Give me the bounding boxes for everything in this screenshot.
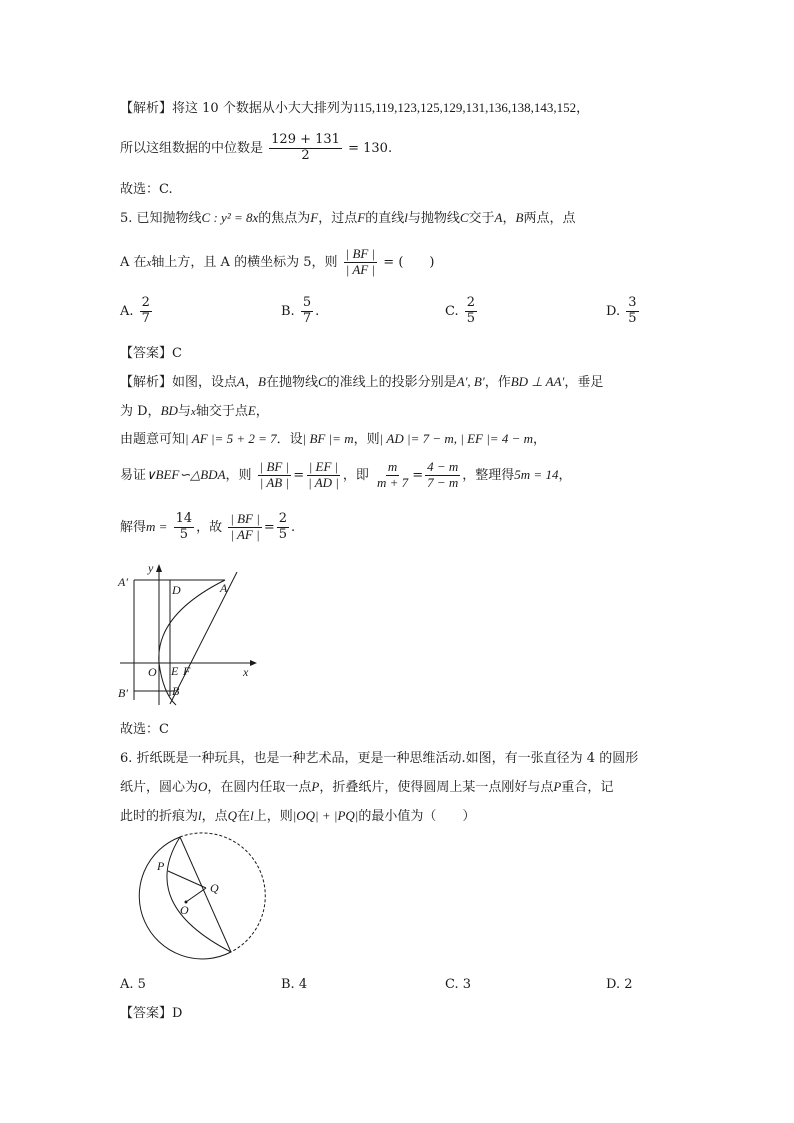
q6-answer: 【答案】D [120, 1006, 183, 1021]
expr-AF: | AF |= 5 + 2 = 7 [185, 431, 277, 446]
median-result: = 130 [348, 140, 388, 156]
expr: 5m = 14 [514, 466, 559, 482]
parabola-curve [159, 580, 225, 705]
var-l: l [198, 808, 202, 823]
txt: 的最小值为（ ） [358, 809, 476, 824]
txt: 易证 [120, 467, 147, 483]
txt: ，点 [201, 809, 228, 824]
q5-number: 5. 已知抛物线 [120, 211, 202, 226]
txt: 【解析】如图，设点 [120, 375, 238, 390]
distance-expr: |OQ| + |PQ| [292, 808, 359, 823]
var-A: A [494, 210, 503, 225]
x-axis-arrow-icon [250, 660, 257, 666]
label-D: D [172, 583, 181, 597]
frac-den: 7 [141, 310, 150, 326]
var-l: l [404, 210, 408, 225]
q5-sol-4 [120, 460, 571, 491]
var-C: C [317, 374, 327, 389]
option-label: A. [120, 303, 134, 319]
median-text: 所以这组数据的中位数是 [120, 140, 264, 156]
label-F: F [183, 664, 191, 678]
txt: A 在 [120, 254, 147, 270]
frac-num: 14 [175, 511, 193, 526]
txt: ， [502, 211, 516, 226]
txt: ，即 [342, 467, 369, 483]
circle-figure [116, 832, 266, 972]
txt: ，则 [353, 432, 380, 447]
expr-BF: | BF |= m [302, 431, 354, 446]
q6-option-b[interactable]: B. 4 [281, 977, 308, 992]
frac-den: | AF | [230, 526, 260, 542]
frac-den: | AF | [345, 261, 376, 277]
frac-den: m + 7 [377, 474, 409, 490]
q6-option-d[interactable]: D. 2 [606, 977, 633, 992]
segment-PQ [168, 871, 206, 888]
frac-num: 2 [141, 295, 150, 310]
label-O: O [148, 665, 157, 679]
txt: 为 D， [120, 404, 161, 419]
var-O: O [198, 779, 208, 794]
txt: 的焦点为 [258, 211, 311, 226]
label-B: B [172, 684, 180, 698]
label-y: y [148, 561, 154, 575]
txt: = [293, 467, 305, 483]
option-fraction [626, 296, 638, 327]
analysis-line-1 [120, 97, 589, 116]
analysis-tag: 【解析】 [120, 101, 173, 116]
option-fraction [301, 296, 313, 327]
txt: ，折叠纸片，使得圆周上某一点刚好与点 [319, 780, 554, 795]
option-suffix: . [315, 303, 320, 319]
perp-expr: BD ⊥ AA′ [510, 374, 565, 389]
frac-num: | EF | [308, 459, 339, 474]
frac-den: 5 [278, 526, 287, 542]
q6-stem-1: 6. 折纸既是一种玩具，也是一种艺术品，更是一种思维活动.如图，有一张直径为 4 的圆形 [120, 751, 639, 766]
txt: 轴上方，且 A 的横坐标为 5，则 [151, 254, 338, 270]
option-label: C. [445, 303, 459, 319]
txt: 在抛物线 [265, 375, 318, 390]
txt: ，整理得 [462, 467, 515, 483]
option-label: D. [606, 303, 621, 319]
var-P: P [553, 779, 562, 794]
var-A: A [237, 374, 245, 389]
option-a[interactable] [120, 296, 154, 327]
label-A: A [220, 581, 228, 595]
q5-conclusion: 故选：C [120, 722, 169, 737]
ratio-fraction [344, 247, 378, 278]
crease-line [180, 837, 231, 952]
q5-answer: 【答案】C [120, 346, 182, 361]
var-BD: BD [160, 403, 178, 418]
var-E: E [247, 403, 256, 418]
frac-num: | BF | [230, 511, 260, 526]
label-E: E [171, 664, 179, 678]
txt: 上，则 [253, 809, 293, 824]
q6-option-a[interactable]: A. 5 [120, 977, 146, 992]
q6-option-c[interactable]: C. 3 [445, 977, 472, 992]
txt: = [412, 467, 424, 483]
option-fraction [465, 296, 477, 327]
txt: ， [255, 404, 269, 419]
txt: ，作 [484, 375, 511, 390]
segment-OQ [186, 888, 206, 902]
choice-line: 故选：C. [120, 182, 173, 197]
data-sequence: 115,119,123,125,129,131,136,138,143,152 [352, 100, 577, 115]
label-P: P [157, 859, 165, 873]
frac-den: | AB | [259, 474, 290, 490]
q5-sol-3 [120, 428, 546, 447]
txt: ，垂足 [564, 375, 604, 390]
median-fraction [269, 133, 342, 164]
frac-den: | AD | [308, 474, 339, 490]
txt: ．设 [276, 432, 303, 447]
similar-expr: ∨BEF∽△BDA [146, 466, 226, 482]
option-fraction [140, 296, 152, 327]
fraction [375, 460, 410, 491]
expr-AD-EF: | AD |= 7 − m, | EF |= 4 − m [379, 431, 533, 446]
frac-den: 7 − m [427, 474, 459, 490]
txt: ， [244, 375, 258, 390]
var-l: l [250, 808, 254, 823]
fraction [277, 512, 289, 543]
median-line [120, 133, 392, 164]
txt: = [263, 519, 275, 535]
txt: ，则 [225, 467, 252, 483]
q5-sol-5 [120, 512, 295, 543]
parabola-figure [110, 560, 260, 710]
txt: 交于 [468, 211, 495, 226]
frac-den: 5 [466, 310, 476, 326]
txt: 两点，点 [523, 211, 576, 226]
var-F: F [310, 210, 319, 225]
frac-den: 5 [628, 310, 637, 326]
q5-stem-2 [120, 247, 434, 278]
txt: 轴交于点 [195, 404, 248, 419]
txt: 纸片，圆心为 [120, 780, 199, 795]
circle-arc-solid [139, 837, 231, 959]
option-c[interactable] [445, 296, 479, 327]
txt: 的准线上的投影分别是 [326, 375, 457, 390]
punct: ， [576, 101, 590, 116]
analysis-text: 将这 10 个数据从小大大排列为 [172, 101, 353, 116]
fraction [306, 460, 341, 491]
frac-num: 4 − m [427, 459, 459, 474]
txt: ， [558, 467, 572, 483]
frac-num: 5 [302, 295, 312, 310]
frac-num: m [387, 459, 398, 474]
q5-stem-1 [120, 207, 575, 226]
var-Q: Q [227, 808, 238, 823]
fraction [174, 512, 195, 543]
var-B: B [515, 210, 524, 225]
frac-num: | BF | [345, 246, 376, 261]
option-label: B. [281, 303, 295, 319]
frac-num: 2 [278, 511, 287, 526]
var-B: B [257, 374, 266, 389]
frac-num: | BF | [259, 459, 290, 474]
frac-den: 7 [302, 310, 312, 326]
q6-stem-2 [120, 776, 613, 795]
var-x: x [190, 406, 196, 418]
frac-den: 5 [179, 526, 188, 542]
proj-points: A′, B′ [456, 374, 485, 389]
y-axis-arrow-icon [156, 564, 162, 572]
frac-num: 3 [628, 295, 637, 310]
txt: 解得 [120, 519, 147, 535]
expr: m = [146, 518, 168, 534]
frac-num: 129 + 131 [271, 132, 340, 147]
q5-sol-2 [120, 400, 269, 419]
txt: 由题意可知 [120, 432, 186, 447]
frac-num: 2 [466, 295, 476, 310]
txt: 与抛物线 [407, 211, 460, 226]
fraction [425, 460, 460, 491]
var-C: C [459, 210, 469, 225]
var-F: F [357, 210, 366, 225]
label-Bp: B′ [118, 686, 128, 700]
q5-sol-1 [120, 371, 603, 390]
txt: 重合，记 [561, 780, 614, 795]
parabola-eq: C : y² = 8x [201, 210, 259, 225]
txt: 的直线 [365, 211, 405, 226]
option-b[interactable] [281, 296, 319, 327]
label-Ap: A′ [118, 575, 128, 589]
q6-stem-3 [120, 805, 475, 824]
var-P: P [311, 779, 320, 794]
option-d[interactable] [606, 296, 641, 327]
frac-den: 2 [301, 147, 310, 163]
txt: 与 [177, 404, 191, 419]
txt: 在 [237, 809, 251, 824]
txt: ，过点 [318, 211, 358, 226]
label-O: O [180, 903, 189, 917]
txt: ，故 [196, 519, 223, 535]
label-Q: Q [210, 881, 219, 895]
label-x: x [243, 665, 249, 679]
txt: = ( ) [383, 254, 435, 270]
folded-arc [167, 837, 231, 952]
var-x: x [146, 256, 152, 269]
txt: . [291, 519, 296, 535]
txt: ， [532, 432, 546, 447]
txt: ，在圆内任取一点 [207, 780, 312, 795]
txt: 此时的折痕为 [120, 809, 199, 824]
fraction [228, 512, 262, 543]
fraction [258, 460, 292, 491]
punct: . [387, 140, 393, 156]
